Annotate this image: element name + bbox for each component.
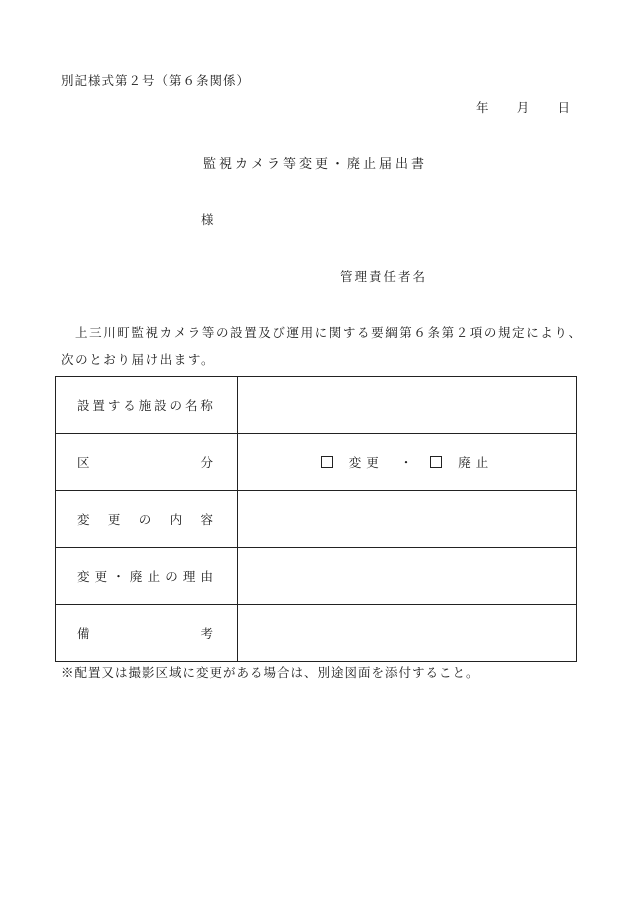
manager-name-label: 管理責任者名: [340, 269, 428, 284]
table-row-category: [56, 434, 577, 491]
body-text-line-1: 上三川町監視カメラ等の設置及び運用に関する要綱第６条第２項の規定により、: [75, 325, 583, 340]
document-title: 監視カメラ等変更・廃止届出書: [202, 157, 427, 172]
label-remarks: 備 考: [77, 626, 213, 641]
label-reason: 変 更 ・ 廃 止 の 理 由: [77, 569, 213, 584]
body-text-line-2: 次のとおり届け出ます。: [61, 352, 216, 367]
label-cell: [56, 491, 238, 548]
label-cell: [56, 548, 238, 605]
label-category: 区 分: [77, 455, 213, 470]
date-month-label: 月: [516, 100, 530, 115]
value-cell-category: [238, 434, 577, 491]
option-abolish[interactable]: [430, 453, 493, 471]
table-row-remarks: [56, 605, 577, 662]
table-row-facility-name: [56, 377, 577, 434]
value-cell-reason[interactable]: [238, 548, 577, 605]
option-change-label: 変更: [348, 455, 384, 470]
checkbox-icon[interactable]: [321, 456, 333, 468]
option-abolish-label: 廃止: [458, 455, 494, 470]
category-options: [321, 453, 494, 471]
label-change-content: 変 更 の 内 容: [77, 512, 213, 527]
label-facility-name: 設 置 す る 施 設 の 名 称: [77, 398, 213, 413]
label-cell: [56, 605, 238, 662]
attachment-note: ※配置又は撮影区域に変更がある場合は、別途図面を添付すること。: [61, 665, 480, 680]
option-change[interactable]: [321, 453, 384, 471]
value-cell-change-content[interactable]: [238, 491, 577, 548]
value-cell-remarks[interactable]: [238, 605, 577, 662]
date-year-label: 年: [476, 100, 489, 115]
checkbox-icon[interactable]: [430, 456, 442, 468]
date-line: [476, 102, 570, 115]
label-cell: [56, 377, 238, 434]
form-number: 別記様式第２号（第６条関係）: [61, 73, 251, 88]
label-cell: [56, 434, 238, 491]
option-separator: ・: [399, 455, 415, 470]
date-day-label: 日: [557, 100, 570, 115]
table-row-change-content: [56, 491, 577, 548]
form-table: [55, 376, 577, 662]
table-row-reason: [56, 548, 577, 605]
value-cell-facility-name[interactable]: [238, 377, 577, 434]
recipient-suffix: 様: [201, 212, 214, 227]
